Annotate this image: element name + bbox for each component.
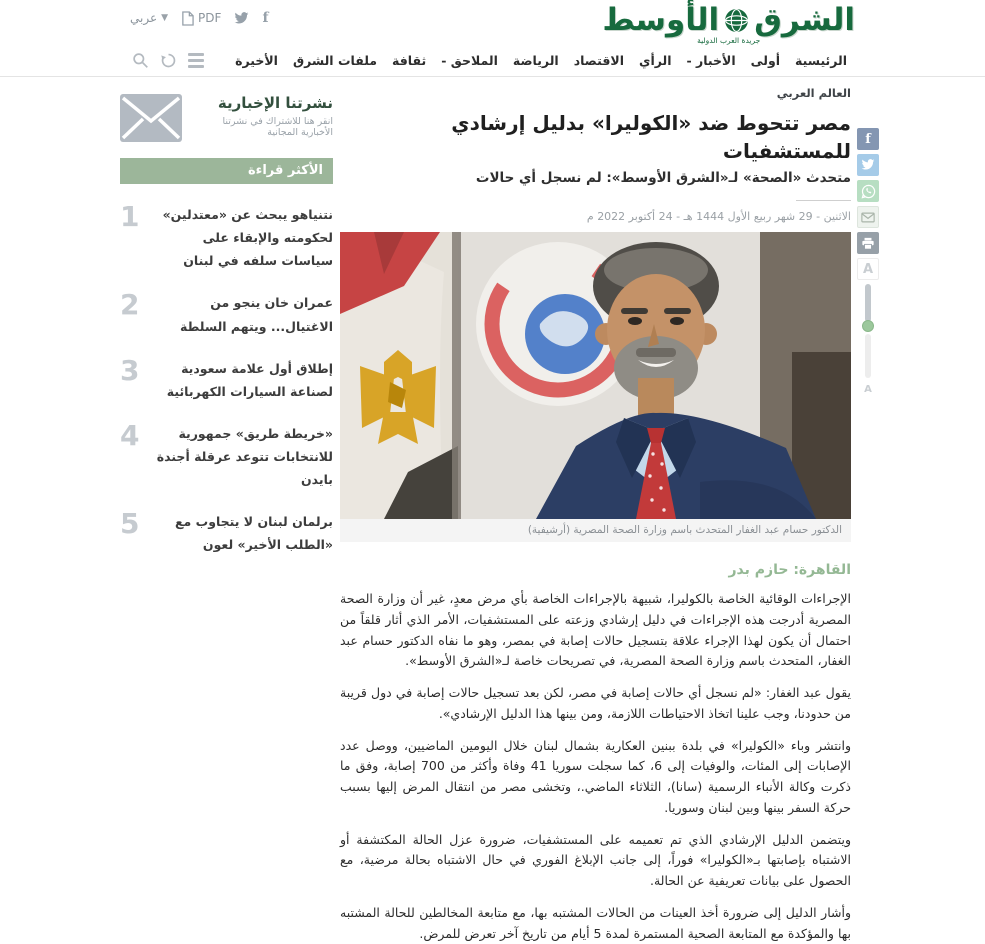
font-small-label: A [864,384,872,395]
site-logo-text [602,2,855,38]
newsletter-text [192,94,333,138]
left-sidebar [120,94,333,557]
divider [796,200,851,201]
article-paragraph: وانتشر وباء «الكوليرا» في بلدة ببنين العكارية بشمال لبنان خلال اليومين الماضيين، ووصل عدد الإصابات إلى المئات، والوفيات إلى 6، كما سجلت سوريا 41 وفاة وأكثر من 700 إصابة، وفق ما ذكرت وكالة الأنباء الرسمية (سانا)، الثلاثاء الماضي.، وتخشى مصر من انتقال المرض إليها بسبب حركة السفر بينها وبين لبنان وسوريا. [340,737,851,815]
page-title: مصر تتحوط ضد «الكوليرا» بدليل إرشادي للمستشفيات [451,111,851,163]
article-subtitle: متحدث «الصحة» لـ«الشرق الأوسط»: لم نسجل أي حالات [475,170,851,186]
pdf-document-icon [181,11,194,26]
most-read-rank: 3 [120,353,140,387]
font-size-slider[interactable] [862,284,874,380]
most-read-rank: 2 [120,288,140,322]
most-read-item[interactable] [120,353,333,403]
share-whatsapp-button[interactable] [857,180,879,202]
article-byline: القاهرة: حازم بدر [728,562,851,578]
slider-track-filled [865,284,871,322]
most-read-item[interactable] [120,418,333,491]
nav-item-opinion[interactable]: الرأي [639,53,672,68]
article-paragraph: ويتضمن الدليل الإرشادي الذي تم تعميمه على المستشفيات، ضرورة عزل الحالة المكتشفة أو الاشتباه بإصابتها بـ«الكوليرا» فوراً، إلى جانب الإبلاغ الفوري في حال الاشتباه بحالة مرضية، مع الحصول على بيانات تعريفية عن الحالة. [340,831,851,888]
envelope-icon [120,94,182,142]
share-twitter-button[interactable] [857,154,879,176]
article-figure [340,232,851,542]
most-read-rank: 4 [120,418,140,452]
twitter-icon[interactable] [234,12,249,25]
facebook-icon[interactable]: f [262,10,269,26]
whatsapp-icon [861,184,876,199]
font-decrease-button[interactable] [864,384,872,395]
topbar-controls [130,10,268,26]
printer-icon [861,237,875,250]
share-rail [857,128,879,395]
twitter-icon [861,159,875,171]
font-increase-button[interactable] [857,258,879,280]
chevron-down-icon: ▼ [161,13,169,23]
most-read-item[interactable] [120,507,333,556]
nav-item-front[interactable]: أولى [750,53,781,68]
nav-item-supplements[interactable]: الملاحق - [441,53,498,68]
nav-item-last[interactable]: الأخيرة [235,53,278,68]
nav-icons [132,52,204,69]
nav-item-sports[interactable]: الرياضة [512,53,559,68]
newsletter-title: نشرتنا الإخبارية [217,94,333,112]
nav-item-culture[interactable]: ثقافة [392,53,427,68]
nav-item-economy[interactable]: الاقتصاد [573,53,624,68]
nav-item-home[interactable]: الرئيسية [795,53,847,68]
search-icon[interactable] [132,52,149,69]
most-read-item[interactable] [120,200,333,272]
pdf-edition-link[interactable] [181,11,221,26]
breadcrumb-category[interactable]: العالم العربي [776,86,851,100]
language-selector[interactable] [130,11,168,25]
most-read-header: الأكثر قراءة [120,158,333,184]
facebook-icon: f [865,131,871,147]
site-logo[interactable] [602,2,855,45]
most-read-rank: 5 [120,507,140,541]
most-read-title[interactable]: برلمان لبنان لا يتجاوب مع «الطلب الأخير» لعون [175,514,333,553]
logo-word-left: الأوسط [602,2,720,38]
article-paragraph: يقول عبد الغفار: «لم نسجل أي حالات إصابة في مصر، لكن بعد تسجيل حالات إصابة في دول قريبة من حدودنا، وجب علينا اتخاذ الاحتياطات اللازمة، ومن بينها هذا الدليل الإرشادي». [340,685,851,721]
nav-item-files[interactable]: ملفات الشرق [292,53,378,68]
article-main [340,86,851,944]
pdf-label: PDF [198,11,222,25]
most-read-title[interactable]: إطلاق أول علامة سعودية لصناعة السيارات الكهربائية [166,360,333,399]
nav-item-news[interactable]: الأخبار - [686,53,736,68]
article-paragraph: وأشار الدليل إلى ضرورة أخذ العينات من الحالات المشتبه بها، مع متابعة المخالطين للحالة المشتبه بها والمؤكدة مع المتابعة الصحية المستمرة لمدة 5 أيام من تاريخ آخر تعرض للمرض. [340,904,851,941]
most-read-item[interactable] [120,288,333,337]
language-label: عربي [130,11,158,25]
print-button[interactable] [857,232,879,254]
share-email-button[interactable] [857,206,879,228]
nav-menu [235,53,847,68]
slider-thumb[interactable] [862,320,874,332]
most-read-title[interactable]: عمران خان ينجو من الاغتيال... ويتهم السلطة [179,295,333,334]
globe-icon [724,8,749,33]
article-date: الاثنين - 29 شهر ربيع الأول 1444 هـ - 24 أكتوبر 2022 م [586,210,851,223]
newsletter-signup[interactable] [120,94,333,142]
logo-word-right: الشرق [754,2,855,38]
article-photo [340,232,851,519]
font-large-label: A [862,261,874,277]
email-icon [861,212,875,223]
slider-track-empty [865,334,871,378]
most-read-rank: 1 [120,200,140,233]
article-paragraph: الإجراءات الوقائية الخاصة بالكوليرا، شبيهة بالإجراءات الخاصة بأي مرض معدٍ، غير أن وزارة الصحة المصرية أدرجت هذه الإجراءات في دليل إرشادي وزعته على المستشفيات، الأمر الذي أثار قلقاً من احتمال أن يكون لهذا الإجراء علاقة بتسجيل حالات إصابة في بمصر، وهو ما نفاه الدكتور حسام عبد الغفار، المتحدث باسم وزارة الصحة المصرية، في تصريحات خاصة لـ«الشرق الأوسط». [340,591,851,669]
share-facebook-button[interactable] [857,128,879,150]
menu-icon[interactable] [188,53,204,68]
photo-caption: الدكتور حسام عبد الغفار المتحدث باسم وزارة الصحة المصرية (أرشيفية) [340,519,851,542]
history-icon[interactable] [160,52,177,69]
newsletter-subtitle: انقر هنا للاشتراك في نشرتنا الأخبارية المجانية [222,116,333,138]
most-read-title[interactable]: «خريطة طريق» جمهورية للانتخابات تتوعد عرقلة أجندة بايدن [156,425,333,488]
logo-tagline: جريدة العرب الدولية [697,36,761,45]
main-navbar [0,46,985,77]
most-read-title[interactable]: نتنياهو يبحث عن «معتدلين» لحكومته والإبقاء على سياسات سلفه في لبنان [162,207,333,269]
